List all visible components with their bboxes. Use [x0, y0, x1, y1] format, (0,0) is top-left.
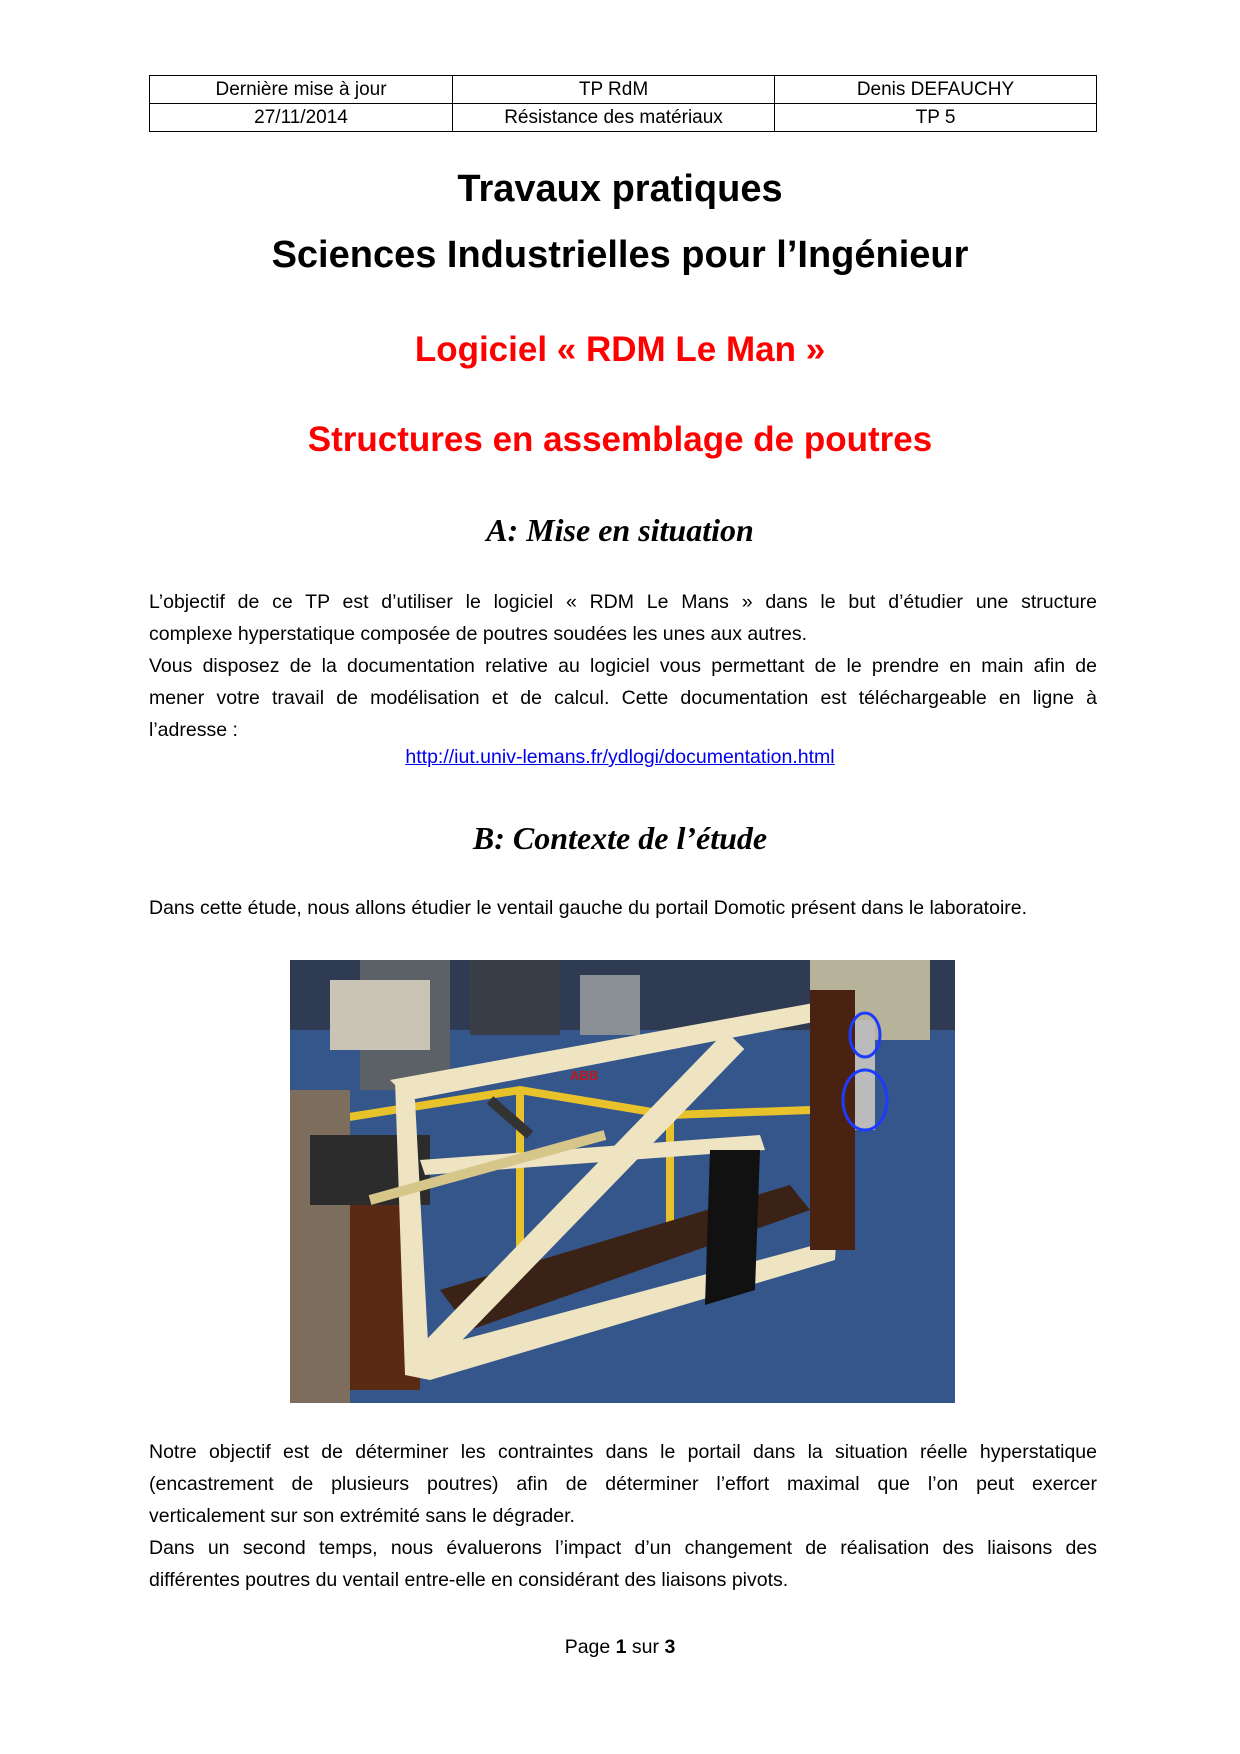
header-cell-date: 27/11/2014: [150, 104, 453, 132]
text-line: verticalement sur son extrémité sans le dégrader.: [149, 1505, 575, 1527]
section-a-heading: A: Mise en situation: [486, 512, 754, 548]
header-cell-tp-number: TP 5: [775, 104, 1097, 132]
section-a-paragraph-2: [149, 650, 1097, 746]
text-line: L’objectif de ce TP est d’utiliser le logiciel « RDM Le Mans » dans le but d’étudier une structure: [149, 591, 1097, 613]
footer-middle: sur: [626, 1636, 665, 1658]
text-line: Dans un second temps, nous évaluerons l’impact d’un changement de réalisation des liaisons des: [149, 1537, 1097, 1559]
section-b-paragraph-objective: [149, 1436, 1097, 1532]
section-b-intro: Dans cette étude, nous allons étudier le ventail gauche du portail Domotic présent dans le laboratoire.: [149, 897, 1028, 919]
documentation-link[interactable]: http://iut.univ-lemans.fr/ydlogi/documentation.html: [405, 746, 835, 768]
header-cell-update-label: Dernière mise à jour: [150, 76, 453, 104]
gate-photo: [290, 960, 955, 1403]
page-footer: [0, 1636, 1240, 1659]
text-line: Vous disposez de la documentation relative au logiciel vous permettant de le prendre en main afin de: [149, 655, 1097, 677]
header-cell-author: Denis DEFAUCHY: [775, 76, 1097, 104]
header-row: [150, 104, 1097, 132]
footer-total-pages: 3: [664, 1636, 676, 1658]
subject-title: Structures en assemblage de poutres: [307, 420, 933, 459]
text-line: l’adresse :: [149, 719, 238, 741]
section-b-paragraph-second: [149, 1532, 1097, 1596]
text-line: différentes poutres du ventail entre-elle en considérant des liaisons pivots.: [149, 1569, 789, 1591]
header-row: [150, 76, 1097, 104]
footer-prefix: Page: [564, 1636, 616, 1658]
text-line: Notre objectif est de déterminer les contraintes dans le portail dans la situation réelle hyperstatique: [149, 1441, 1097, 1463]
header-cell-subject: Résistance des matériaux: [453, 104, 775, 132]
gate-photo-illustration: [290, 960, 955, 1403]
text-line: (encastrement de plusieurs poutres) afin de déterminer l’effort maximal que l’on peut exercer: [149, 1473, 1097, 1495]
header-table: [149, 75, 1097, 132]
section-b-heading: B: Contexte de l’étude: [472, 820, 768, 856]
doc-title-line1: Travaux pratiques: [457, 168, 783, 210]
section-a-paragraph-1: [149, 586, 1097, 650]
text-line: complexe hyperstatique composée de poutres soudées les unes aux autres.: [149, 623, 807, 645]
doc-title-line2: Sciences Industrielles pour l’Ingénieur: [271, 234, 969, 276]
header-cell-course: TP RdM: [453, 76, 775, 104]
software-title: Logiciel « RDM Le Man »: [414, 330, 826, 369]
footer-current-page: 1: [615, 1636, 627, 1658]
text-line: mener votre travail de modélisation et de calcul. Cette documentation est téléchargeable en ligne à: [149, 687, 1097, 709]
abb-label: ABB: [570, 1068, 599, 1083]
